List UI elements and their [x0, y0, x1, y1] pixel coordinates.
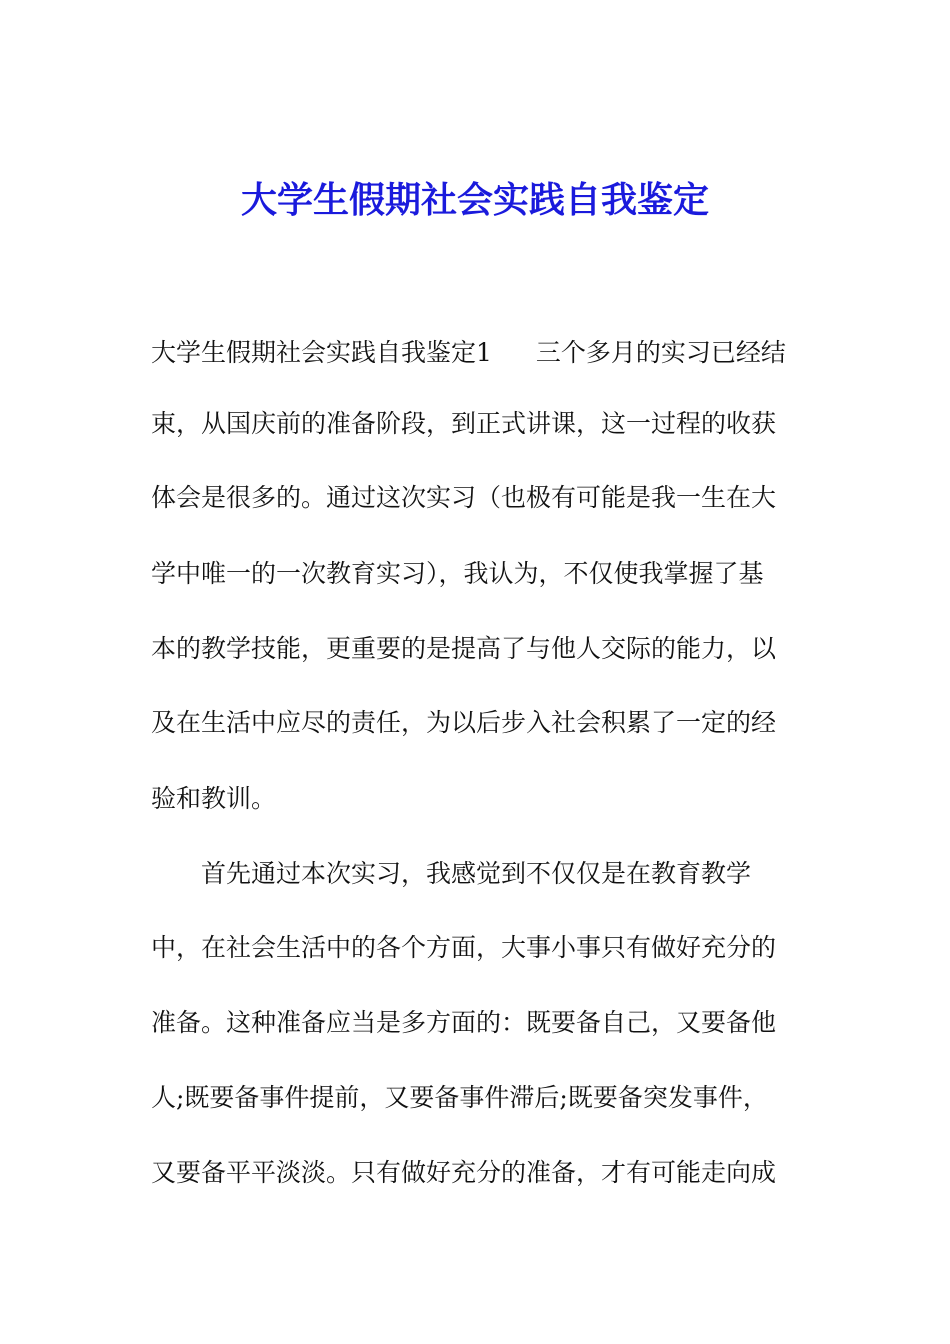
paragraph-2-line-2: 中，在社会生活中的各个方面，大事小事只有做好充分的 [151, 933, 777, 962]
paragraph-1-line-5: 本的教学技能，更重要的是提高了与他人交际的能力，以 [151, 634, 777, 663]
paragraph-1-line-7: 验和教训。 [151, 784, 277, 813]
paragraph-1-line-4: 学中唯一的一次教育实习），我认为，不仅使我掌握了基 [151, 559, 764, 588]
paragraph-1-line-3: 体会是很多的。通过这次实习（也极有可能是我一生在大 [151, 483, 777, 512]
document-title: 大学生假期社会实践自我鉴定 [240, 179, 709, 221]
paragraph-1-line-2: 束，从国庆前的准备阶段，到正式讲课，这一过程的收获 [151, 409, 777, 438]
paragraph-2-line-1: 首先通过本次实习，我感觉到不仅仅是在教育教学 [201, 859, 752, 888]
paragraph-1-line-1 [151, 335, 786, 371]
paragraph-1-line-6: 及在生活中应尽的责任，为以后步入社会积累了一定的经 [151, 708, 777, 737]
paragraph-2-line-3: 准备。这种准备应当是多方面的：既要备自己，又要备他 [151, 1008, 777, 1037]
section-heading: 大学生假期社会实践自我鉴定1 [151, 338, 492, 367]
paragraph-2-line-5: 又要备平平淡淡。只有做好充分的准备，才有可能走向成 [151, 1158, 777, 1187]
paragraph-text: 三个多月的实习已经结 [535, 338, 786, 367]
paragraph-2-line-4: 人;既要备事件提前，又要备事件滞后;既要备突发事件， [151, 1083, 768, 1112]
